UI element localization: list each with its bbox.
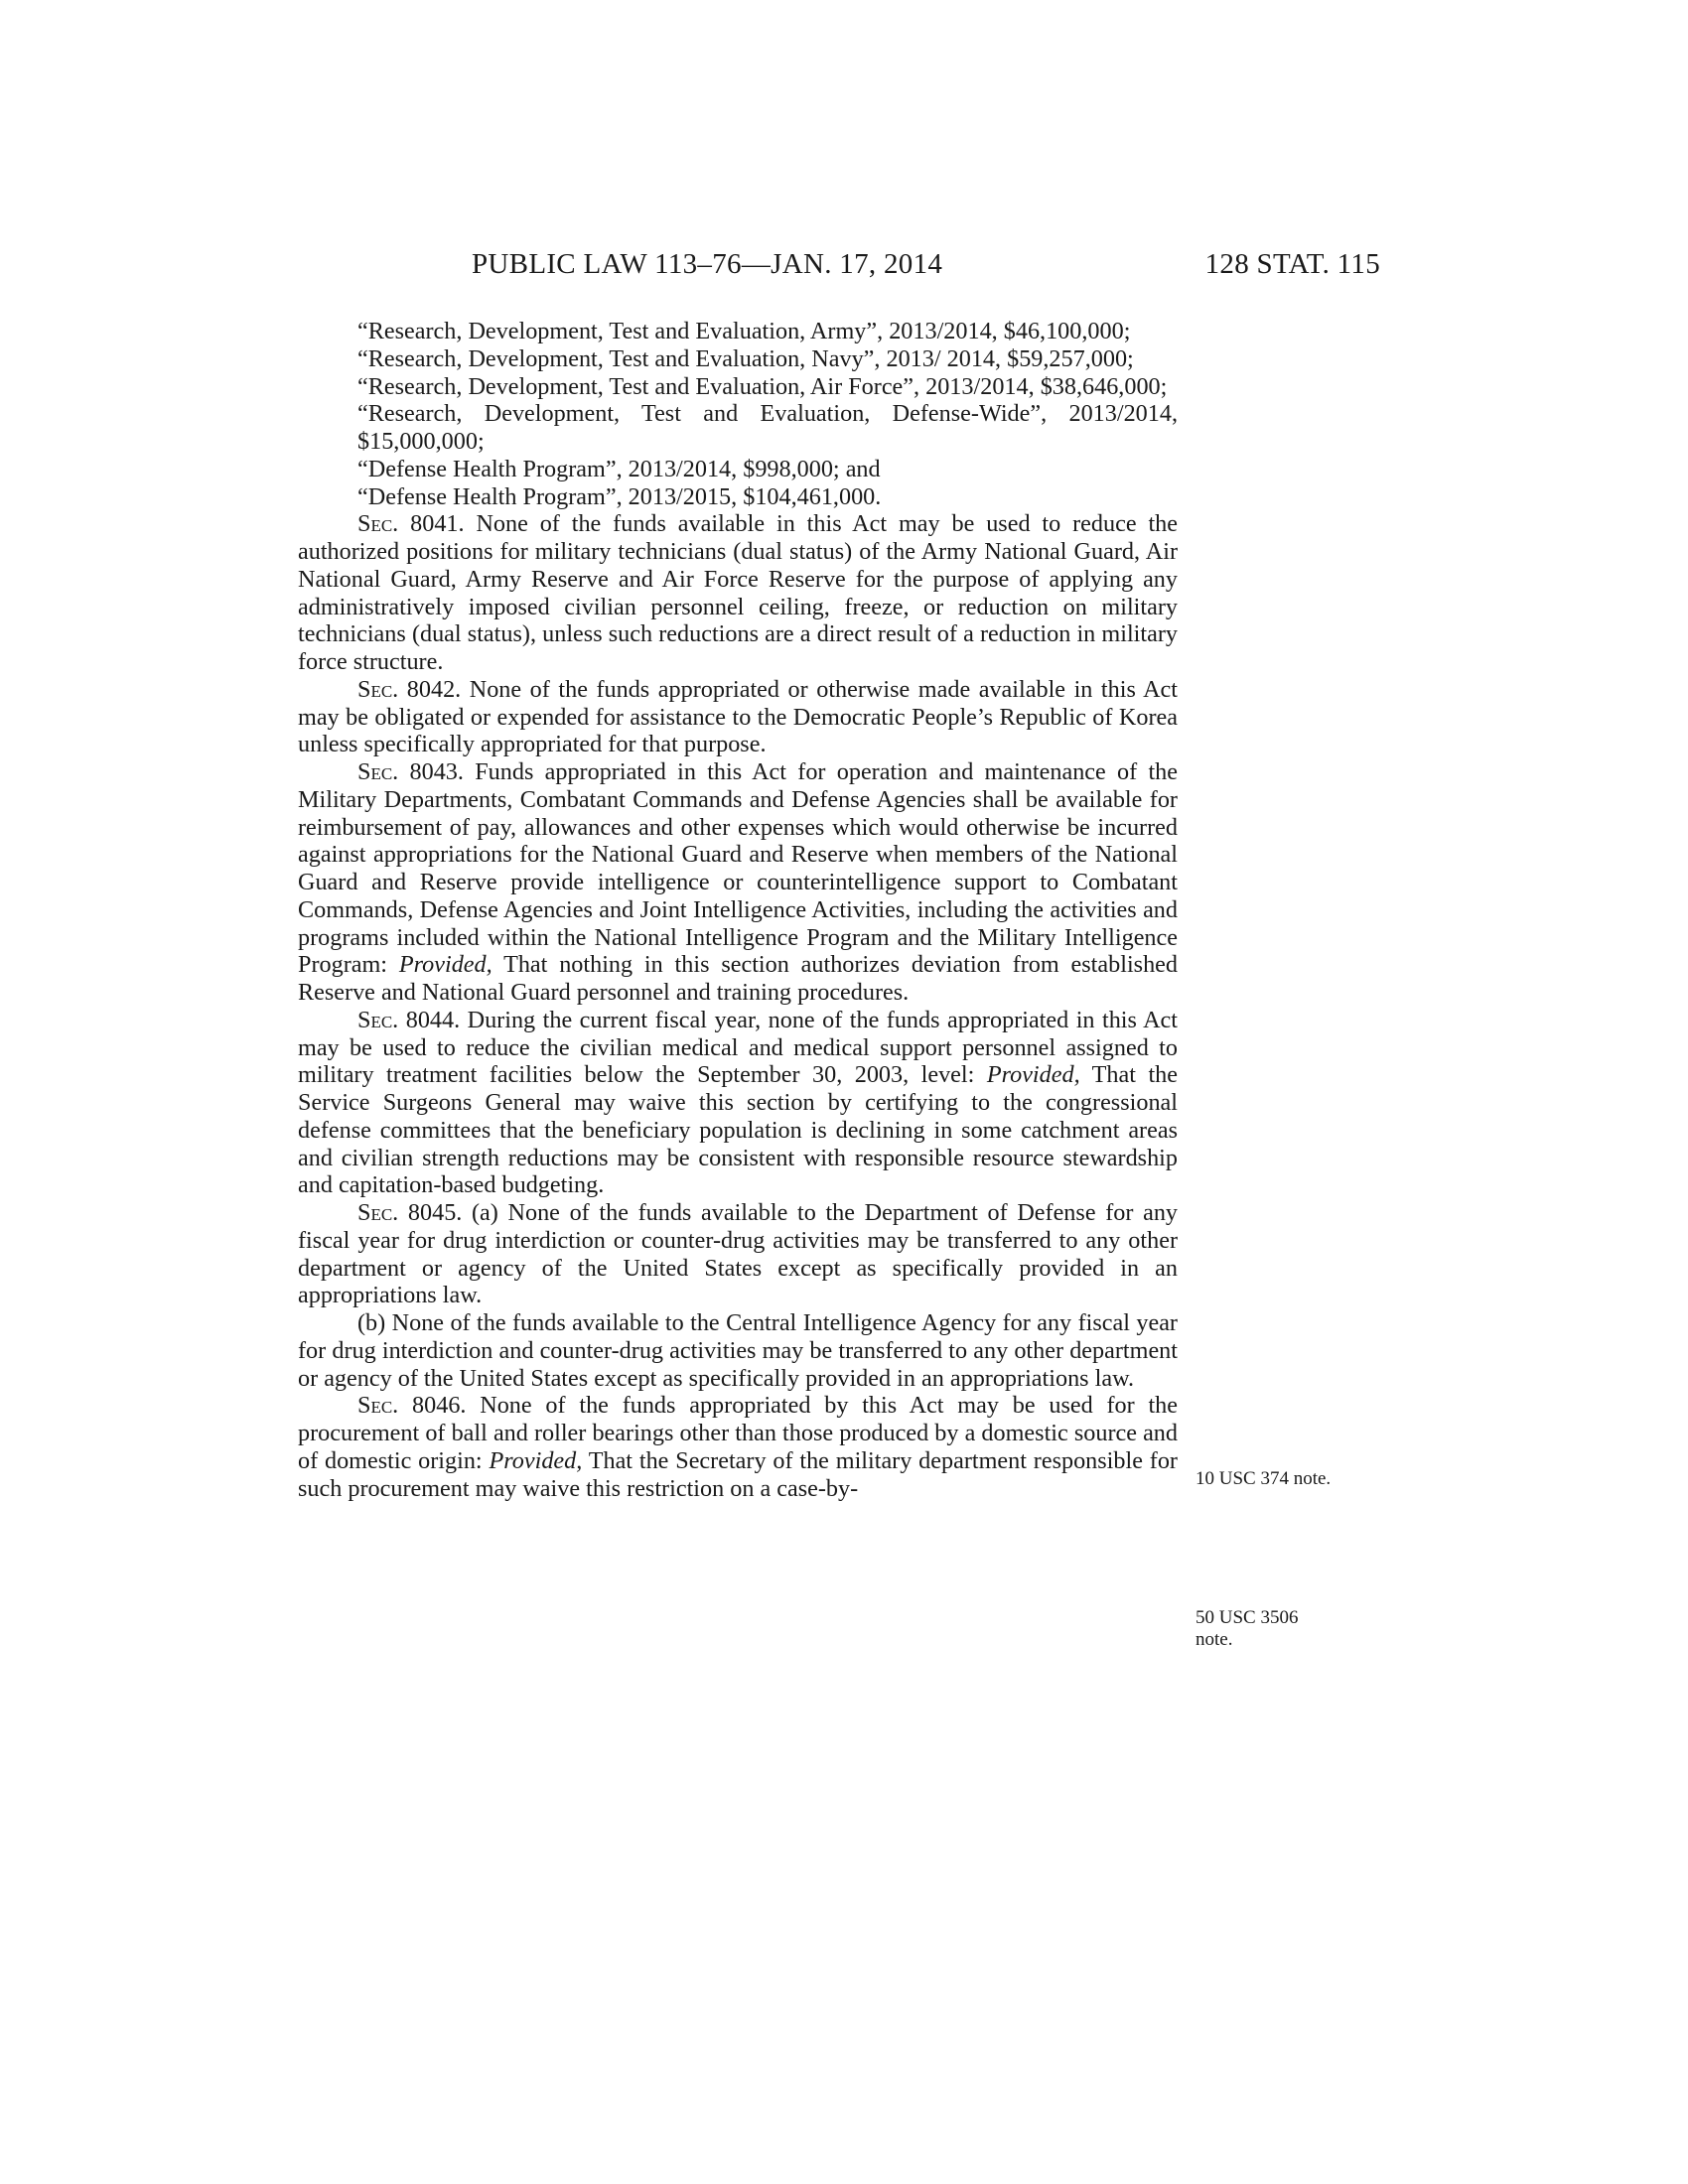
section-text: None of the funds appropriated by this Act may be used for the procurement of ball and roller bearings other than those produced by a domestic source and of domestic origin: [298, 1392, 1179, 1474]
section-text: (a) None of the funds available to the Department of Defense for any fiscal year for drug interdiction or counter-drug activities may be transferred to any other department or agency of the United States except as specifically provided in an appropriations law. [298, 1199, 1179, 1309]
section-text: Funds appropriated in this Act for operation and maintenance of the Military Departments, Combatant Commands and Defense Agencies shall be available for reimbursement of pay, allowances and other expenses which would otherwise be incurred against appropriations for the National Guard and Reserve when members of the National Guard and Reserve provide intelligence or counterintelligence support to Combatant Commands, Defense Agencies and Joint Intelligence Activities, including the activities and programs included within the National Intelligence Program and the Military Intelligence Program: [298, 758, 1179, 979]
section-8042 [298, 676, 1178, 758]
section-8044 [298, 1007, 1178, 1199]
section-text: That the Service Surgeons General may waive this section by certifying to the congressional defense committees that the beneficiary population is declining in some catchment areas and civilian strength reductions may be consistent with responsible resource stewardship and capitation-based budgeting. [298, 1061, 1178, 1199]
appropriation-item: “Defense Health Program”, 2013/2014, $998,000; and [357, 455, 881, 482]
section-label: Sec. [357, 1199, 399, 1226]
section-text: During the current fiscal year, none of the funds appropriated in this Act may be used to reduce the civilian medical and medical support personnel assigned to military treatment facilities below the September 30, 2003, level: [298, 1006, 1179, 1089]
section-8043 [298, 758, 1178, 1007]
section-number: 8043. [409, 758, 464, 785]
appropriation-item: “Research, Development, Test and Evaluation, Defense-Wide”, 2013/2014, $15,000,000; [357, 400, 1178, 455]
section-label: Sec. [357, 1392, 399, 1420]
section-text: That the Secretary of the military department responsible for such procurement may waive this restriction on a case-by- [298, 1446, 1178, 1502]
page-header [298, 248, 1380, 288]
margin-note-10-usc-374: 10 USC 374 note. [1196, 1468, 1332, 1489]
section-label: Sec. [357, 1006, 399, 1033]
section-label: Sec. [357, 510, 399, 538]
margin-note-50-usc-3506: 50 USC 3506 note. [1196, 1607, 1299, 1650]
running-title: PUBLIC LAW 113–76—JAN. 17, 2014 [472, 248, 943, 280]
statute-citation: 128 STAT. 115 [1204, 248, 1380, 280]
section-8041 [298, 510, 1178, 676]
section-8045-b: (b) None of the funds available to the Central Intelligence Agency for any fiscal year for drug interdiction and counter-drug activities may be transferred to any other department or agency of the United States except as specifically provided in an appropriations law. [298, 1309, 1178, 1392]
section-label: Sec. [357, 675, 399, 703]
section-8046 [298, 1392, 1178, 1502]
appropriation-item: “Research, Development, Test and Evaluation, Navy”, 2013/ 2014, $59,257,000; [357, 344, 1134, 372]
section-number: 8045. [407, 1199, 463, 1226]
appropriation-item: “Research, Development, Test and Evaluation, Army”, 2013/2014, $46,100,000; [357, 318, 1131, 344]
appropriation-item: “Research, Development, Test and Evaluation, Air Force”, 2013/2014, $38,646,000; [357, 372, 1168, 400]
section-number: 8044. [405, 1006, 461, 1033]
section-8045-a [298, 1199, 1178, 1309]
section-number: 8042. [406, 675, 462, 703]
section-text: That nothing in this section authorizes deviation from established Reserve and National Guard personnel and training procedures. [298, 951, 1178, 1006]
proviso-term: Provided, [398, 951, 492, 979]
proviso-term: Provided, [986, 1061, 1080, 1089]
proviso-term: Provided, [489, 1446, 583, 1474]
section-text: None of the funds available in this Act may be used to reduce the authorized positions for military technicians (dual status) of the Army National Guard, Air National Guard, Army Reserve and Air Force Reserve for the purpose of applying any administratively imposed civilian personnel ceiling, freeze, or reduction on military technicians (dual status), unless such reductions are a direct result of a reduction in military force structure. [298, 510, 1179, 675]
section-label: Sec. [357, 758, 399, 785]
section-text: None of the funds appropriated or otherwise made available in this Act may be obligated or expended for assistance to the Democratic People’s Republic of Korea unless specifically appropriated for that purpose. [298, 675, 1178, 758]
section-number: 8041. [410, 510, 465, 538]
document-body [298, 318, 1178, 1502]
section-number: 8046. [412, 1392, 467, 1420]
appropriation-item: “Defense Health Program”, 2013/2015, $104,461,000. [357, 482, 882, 510]
